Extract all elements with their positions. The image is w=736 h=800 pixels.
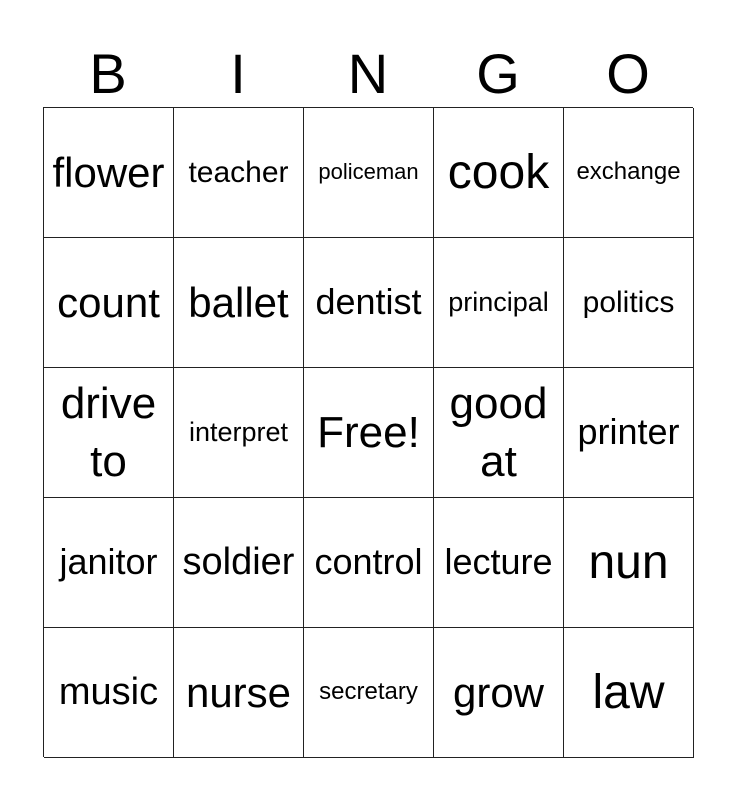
- bingo-cell[interactable]: nurse: [174, 628, 304, 758]
- bingo-cell[interactable]: secretary: [304, 628, 434, 758]
- header-letter-b: B: [89, 42, 127, 105]
- bingo-cell[interactable]: count: [44, 238, 174, 368]
- header-letter-o: O: [606, 42, 650, 105]
- bingo-header: [43, 40, 693, 108]
- bingo-cell[interactable]: drive to: [44, 368, 174, 498]
- bingo-cell[interactable]: flower: [44, 108, 174, 238]
- bingo-cell[interactable]: law: [564, 628, 694, 758]
- free-space-cell[interactable]: Free!: [304, 368, 434, 498]
- bingo-cell[interactable]: dentist: [304, 238, 434, 368]
- bingo-cell[interactable]: nun: [564, 498, 694, 628]
- bingo-cell[interactable]: printer: [564, 368, 694, 498]
- bingo-cell[interactable]: politics: [564, 238, 694, 368]
- bingo-cell[interactable]: soldier: [174, 498, 304, 628]
- bingo-cell[interactable]: principal: [434, 238, 564, 368]
- bingo-cell[interactable]: music: [44, 628, 174, 758]
- bingo-cell[interactable]: control: [304, 498, 434, 628]
- bingo-cell[interactable]: ballet: [174, 238, 304, 368]
- bingo-cell[interactable]: lecture: [434, 498, 564, 628]
- bingo-cell[interactable]: janitor: [44, 498, 174, 628]
- bingo-cell[interactable]: good at: [434, 368, 564, 498]
- bingo-cell[interactable]: exchange: [564, 108, 694, 238]
- bingo-cell[interactable]: interpret: [174, 368, 304, 498]
- bingo-cell[interactable]: cook: [434, 108, 564, 238]
- header-letter-g: G: [476, 42, 520, 105]
- bingo-cell[interactable]: policeman: [304, 108, 434, 238]
- header-letter-i: I: [230, 42, 246, 105]
- bingo-cell[interactable]: grow: [434, 628, 564, 758]
- bingo-cell[interactable]: teacher: [174, 108, 304, 238]
- bingo-board: [43, 107, 693, 757]
- header-letter-n: N: [347, 42, 389, 105]
